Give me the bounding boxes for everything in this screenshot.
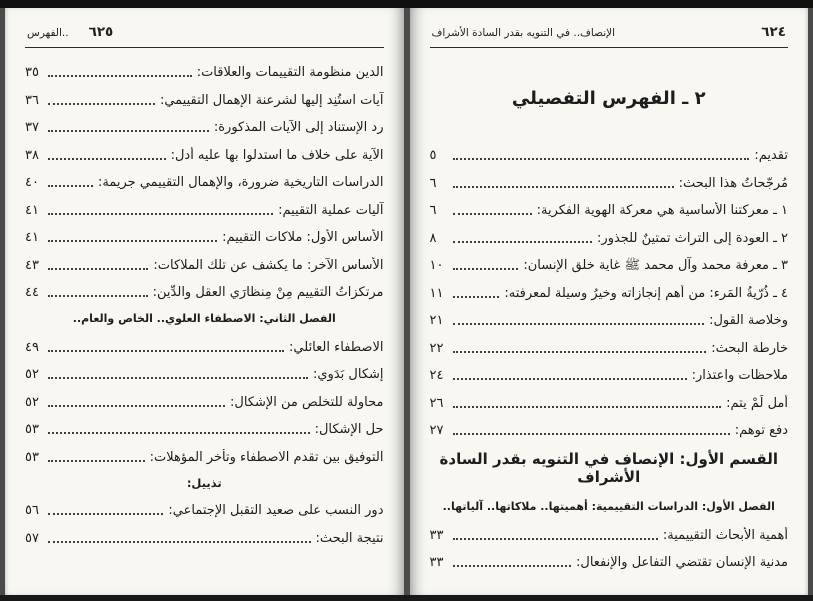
toc-entry-page: ٥٧ [25,530,39,546]
toc-entry-title: محاولة للتخلص من الإشكال: [230,394,384,410]
dot-leader [453,241,593,243]
dot-leader [48,377,308,379]
toc-entry [430,312,789,329]
toc-entry [430,554,789,571]
toc-entry-page: ٥٢ [25,367,39,382]
toc-entry-page: ٥ [429,148,437,163]
toc-entry-title: رد الإستناد إلى الآيات المذكورة: [213,120,384,135]
toc-entry-title: التوفيق بين تقدم الاصطفاء وتأخر المؤهلات: [149,449,384,465]
toc-entry-page: ٤١ [25,202,39,218]
toc-entry [25,366,384,383]
dot-leader [48,513,163,515]
toc-entry-title: مُرجّحاتُ هذا البحث: [678,175,788,191]
toc-entry-page: ٣٣ [429,555,444,570]
toc-entry-page: ٤٤ [25,285,39,300]
toc-entry-page: ١٠ [429,258,444,273]
page-header [430,22,789,48]
dot-leader [453,158,750,160]
toc-entry-page: ١١ [429,285,444,301]
page-header [25,22,384,48]
scan-edge-top [0,0,813,8]
dot-leader [453,565,572,567]
dot-leader [453,268,519,270]
toc-entry-title: الدراسات التاريخية ضرورة، والإهمال التقييمي جريمة: [98,175,384,190]
toc-entry [430,202,789,219]
toc-entry-page: ٨ [429,230,437,246]
dot-leader [48,240,217,242]
page-number: ٦٢٥ [88,24,114,40]
chapter-heading: الفصل الثاني: الاصطفاء العلوي.. الخاص والعام.. [72,311,336,325]
toc-entry-title: الدين منظومة التقييمات والعلاقات: [196,65,384,80]
toc-entry [25,394,384,411]
dot-leader [48,541,311,543]
toc-entry-title: خارطة البحث: [711,340,788,356]
dot-leader [48,185,93,187]
dot-leader [48,295,148,297]
toc-entry-title: ٢ ـ العودة إلى التراث تمتينٌ للجذور: [597,230,788,246]
dot-leader [48,268,148,270]
book-spread [5,8,808,595]
toc-entry-page: ٥٦ [25,503,39,518]
toc-list [25,64,384,301]
toc-entry [25,202,384,219]
page-625 [5,8,404,595]
dot-leader [453,406,722,408]
toc-entry-page: ٥٢ [25,394,39,410]
page-number: ٦٢٤ [761,24,786,40]
toc-entry-title: ٣ ـ معرفة محمد وآل محمد ﷺ غاية خلق الإنسان: [523,258,788,273]
toc-entry [25,92,384,109]
toc-entry-title: الاصطفاء العائلي: [289,339,384,355]
dot-leader [48,75,192,77]
toc-entry-title: نتيجة البحث: [315,530,384,546]
toc-entry-page: ٤٩ [25,339,39,355]
scan-edge-bottom [0,595,813,601]
dot-leader [453,378,687,380]
toc-entry [430,527,789,544]
toc-list [25,339,384,466]
toc-entry [430,147,789,164]
toc-entry-page: ٤٠ [25,175,39,190]
toc-entry [430,257,789,274]
toc-entry-title: مرتكزاتُ التقييم مِنْ مِنظارَي العقل والدِّين: [152,285,384,300]
toc-entry [25,502,384,519]
toc-entry-title: أمل لَمْ يتم: [726,395,788,411]
toc-entry-title: ١ ـ معركتنا الأساسية هي معركة الهوية الفكرية: [536,203,788,218]
dot-leader [48,432,310,434]
toc-entry-page: ٦ [429,203,437,218]
running-title: الإنصاف.. في التنويه بقدر السادة الأشراف [431,27,616,39]
toc-entry [430,367,789,384]
toc-entry-page: ٢١ [429,313,444,328]
dot-leader [453,538,658,540]
toc-entry-page: ٦ [429,175,437,191]
toc-entry-page: ٤٣ [25,257,39,273]
toc-entry-title: ملاحظات واعتذار: [691,368,788,383]
toc-entry-title: الأساس الآخر: ما يكشف عن تلك الملاكات: [153,257,384,273]
toc-entry-title: آيات استُنِد إليها لشرعنة الإهمال التقييمي: [159,92,384,108]
dot-leader [48,130,209,132]
toc-entry [430,395,789,412]
toc-entry-page: ٢٦ [429,395,444,411]
toc-entry-title: دفع توهم: [734,423,788,438]
toc-entry-title: مدنية الإنسان تقتضي التفاعل والإنفعال: [576,555,788,570]
toc-entry [25,64,384,81]
toc-entry-page: ٣٧ [25,120,39,135]
dot-leader [453,296,500,298]
toc-entry [25,174,384,191]
dot-leader [48,460,145,462]
toc-entry-title: إشكال بَدَوي: [313,367,384,382]
toc-entry [430,340,789,357]
toc-entry-page: ٥٣ [25,422,39,437]
dot-leader [453,213,532,215]
toc-entry-title: الآية على خلاف ما استدلوا بها عليه أدل: [170,147,384,163]
toc-entry [25,339,384,356]
toc-entry-title: دور النسب على صعيد التقبل الإجتماعي: [168,503,384,518]
toc-entry-page: ٣٣ [429,527,444,543]
dot-leader [453,323,705,325]
toc-entry [25,119,384,136]
toc-entry [25,284,384,301]
toc-entry-title: الأساس الأول: ملاكات التقييم: [222,230,384,245]
toc-entry-page: ٢٧ [429,423,444,438]
section-title: ٢ ـ الفهرس التفصيلي [511,88,706,109]
appendix-heading: تذييل: [186,476,222,490]
page-624 [410,8,809,595]
toc-entry-page: ٣٨ [25,147,39,163]
toc-entry-title: حل الإشكال: [314,422,384,437]
dot-leader [453,186,674,188]
toc-entry-page: ٣٥ [25,65,39,80]
part-heading: القسم الأول: الإنصاف في التنويه بقدر السادة الأشراف [439,449,778,486]
toc-entry-title: أهمية الأبحاث التقييمية: [662,527,788,543]
toc-entry [25,229,384,246]
toc-entry [430,285,789,302]
dot-leader [48,405,225,407]
toc-entry [25,449,384,466]
toc-entry [430,422,789,439]
toc-entry-title: تقديم: [754,148,788,163]
toc-entry [25,421,384,438]
toc-entry [25,530,384,547]
dot-leader [48,350,284,352]
chapter-heading: الفصل الأول: الدراسات التقييمية: أهميتها.. ملاكاتها.. آلياتها.. [442,499,775,513]
toc-entry [430,230,789,247]
toc-entry-title: آليات عملية التقييم: [278,202,384,218]
toc-list [430,147,789,439]
toc-entry [25,147,384,164]
toc-entry-title: ٤ ـ ذُرّيةُ المَرء: من أهم إنجازاته وخيرُ وسيلة لمعرفته: [504,285,788,301]
toc-entry-page: ٢٤ [429,368,444,383]
toc-entry-page: ٤١ [25,230,39,245]
toc-list [25,502,384,547]
toc-entry-page: ٣٦ [25,92,39,108]
dot-leader [48,158,166,160]
toc-entry [430,175,789,192]
toc-entry-page: ٥٣ [25,449,39,465]
toc-entry-title: وخلاصة القول: [709,313,788,328]
dot-leader [48,213,273,215]
running-title: الفهرس.. [27,27,69,39]
dot-leader [453,351,707,353]
dot-leader [48,103,155,105]
toc-entry-page: ٢٢ [429,340,444,356]
toc-entry [25,257,384,274]
toc-list [430,527,789,572]
dot-leader [453,433,730,435]
